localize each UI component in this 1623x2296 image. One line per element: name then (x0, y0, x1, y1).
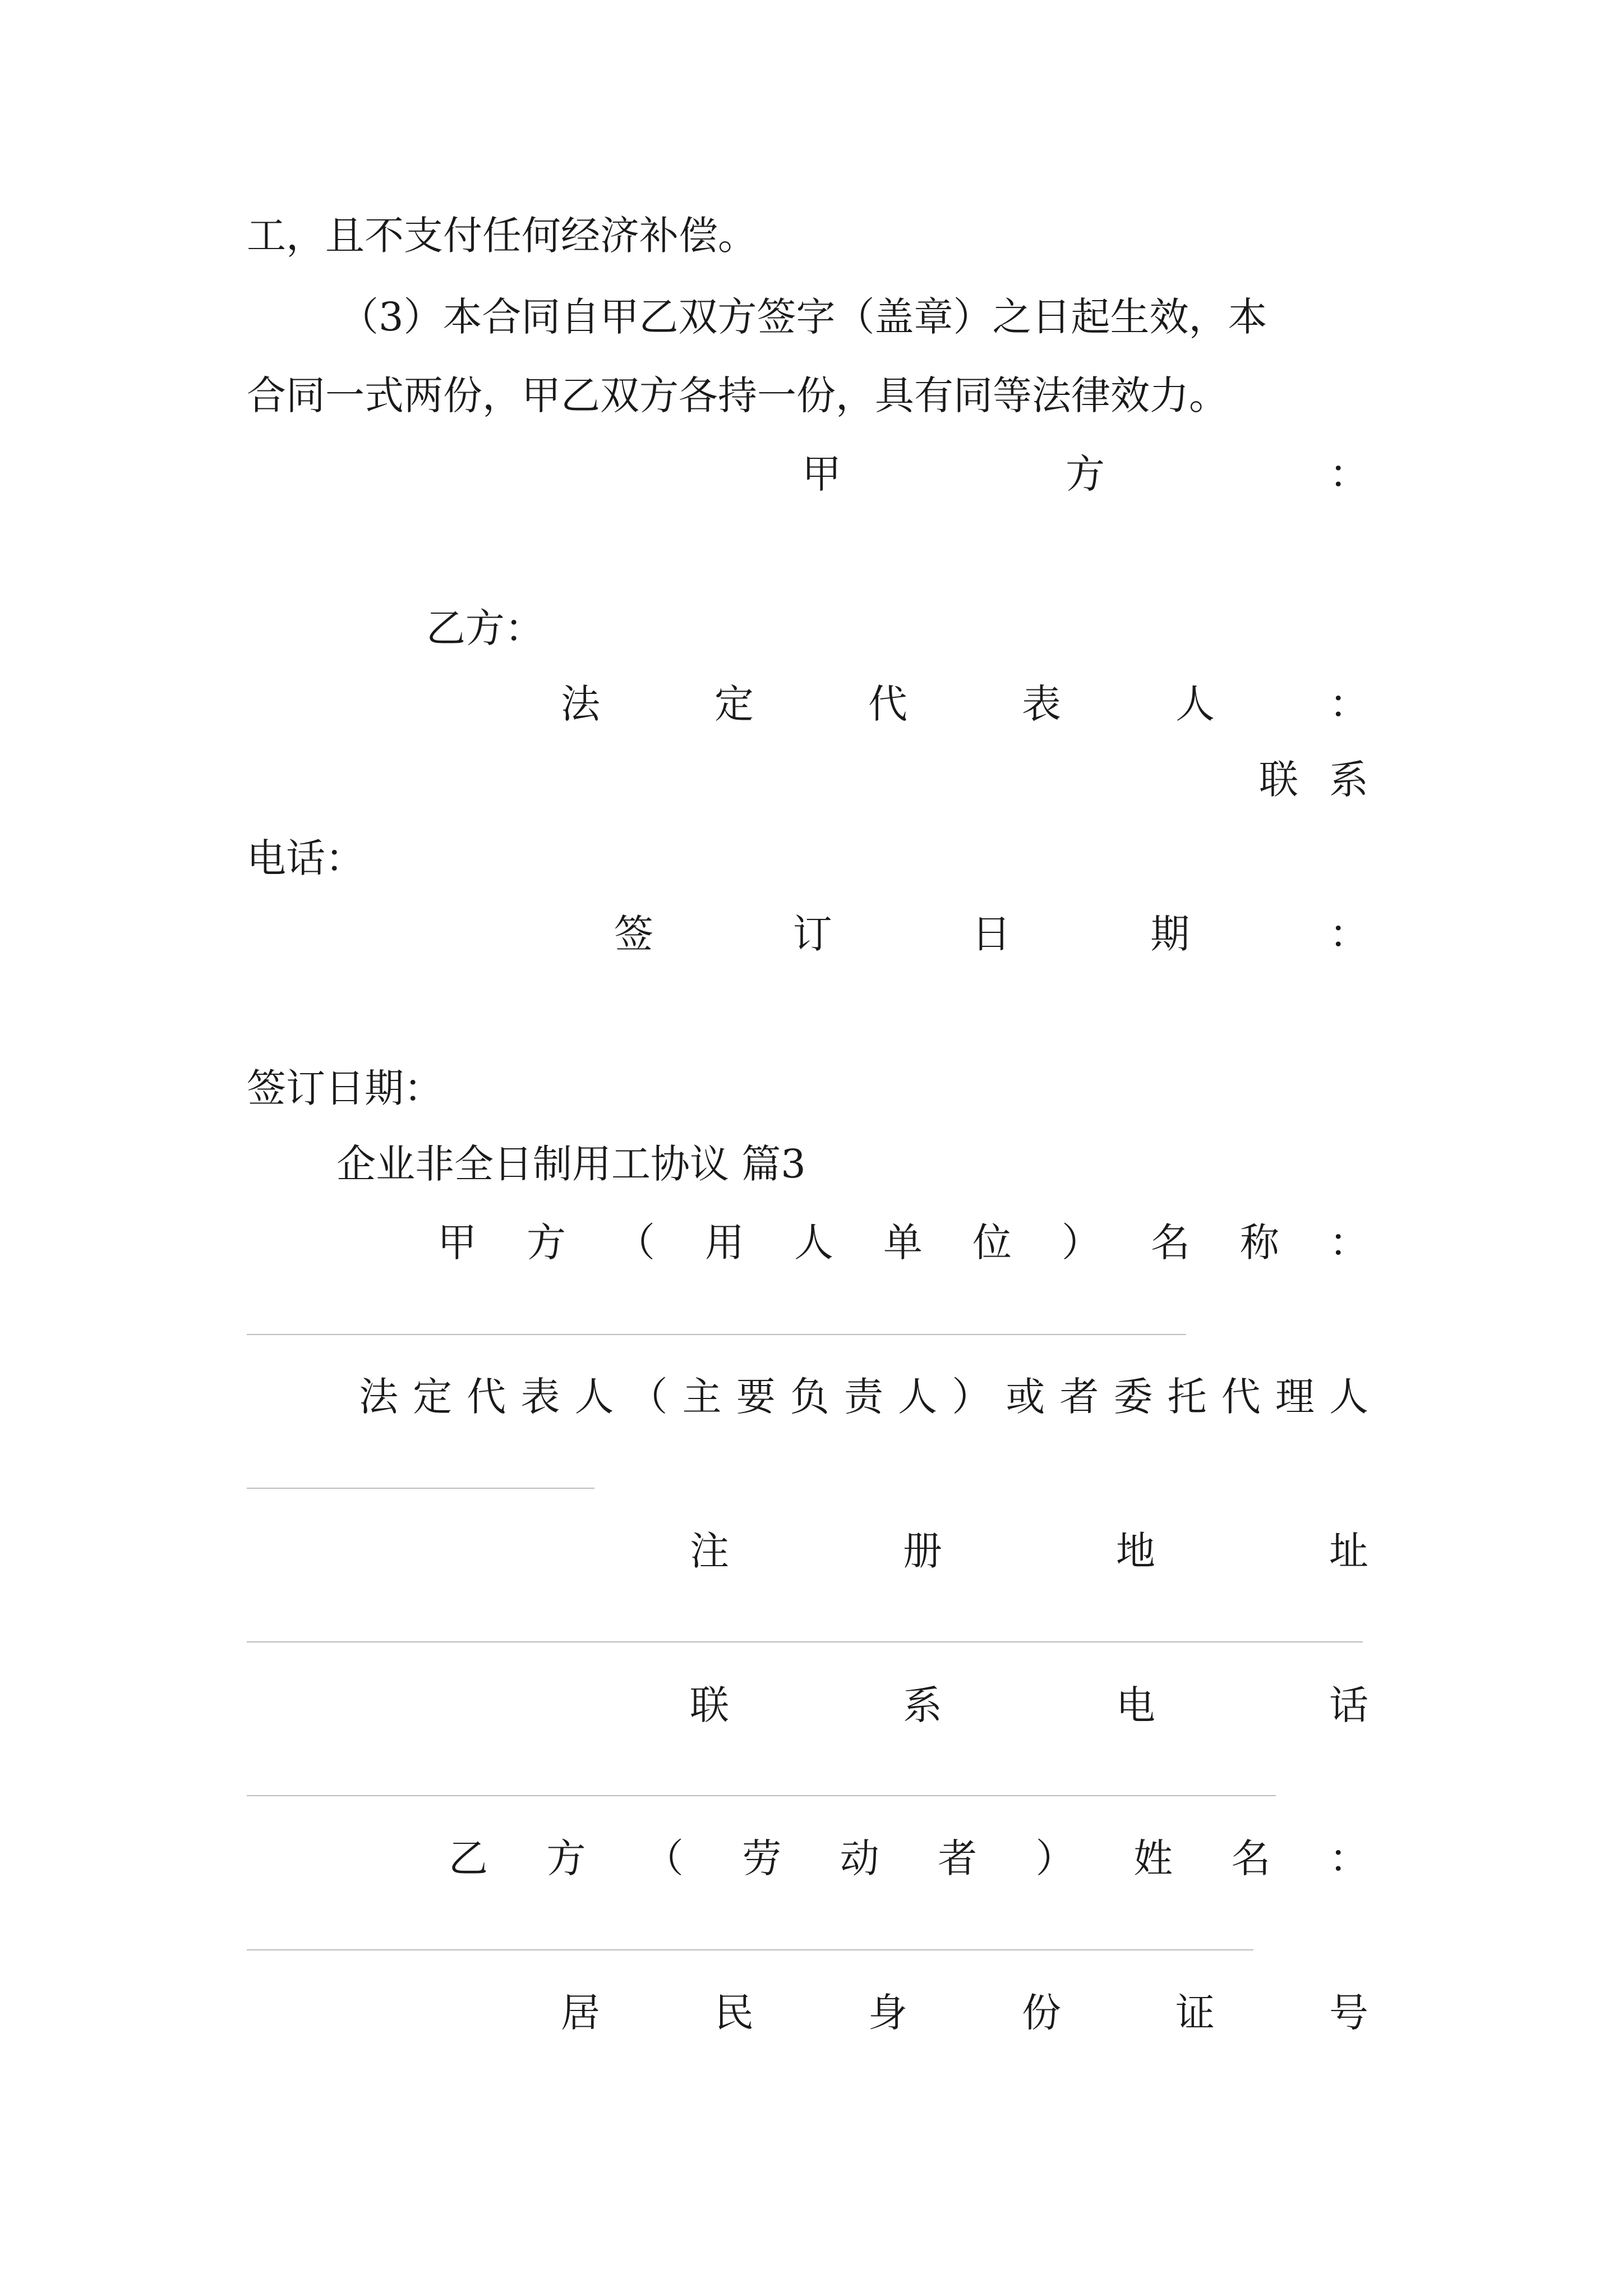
blank-line-registered-address (247, 1641, 1363, 1642)
spread-char: 注 (690, 1528, 729, 1574)
spread-char: 理 (1275, 1374, 1315, 1420)
spread-char: 甲 (802, 451, 841, 497)
signature-date: 签订日期： (247, 1065, 443, 1111)
spread-char: 动 (840, 1835, 879, 1881)
spread-char: 人 (794, 1220, 833, 1266)
spread-char: 主 (682, 1374, 722, 1420)
spread-char: 委 (1113, 1374, 1153, 1420)
spread-char: 方 (546, 1835, 586, 1881)
spread-char: 联 (690, 1682, 729, 1728)
spread-char: 证 (1175, 1990, 1215, 2036)
field-id-number (561, 1987, 1368, 2038)
spread-char: 址 (1329, 1528, 1368, 1574)
spread-char: 要 (736, 1374, 776, 1420)
signature-date-spread (614, 909, 1368, 959)
paragraph-end-line: 工，且不支付任何经济补偿。 (247, 213, 757, 259)
signature-party-a (802, 449, 1368, 499)
spread-char: （ (644, 1835, 684, 1881)
spread-char: 定 (413, 1374, 453, 1420)
spread-char: 联 (1259, 757, 1298, 803)
spread-char: 定 (714, 681, 754, 727)
spread-char: 号 (1329, 1990, 1368, 2036)
spread-char: 责 (843, 1374, 883, 1420)
spread-char: 位 (972, 1220, 1012, 1266)
spread-char: ） (952, 1374, 992, 1420)
spread-char: 地 (1116, 1528, 1155, 1574)
spread-char: 人 (574, 1374, 614, 1420)
spread-char: 话 (1329, 1682, 1368, 1728)
spread-char: 甲 (437, 1220, 477, 1266)
spread-char: ： (1329, 681, 1368, 727)
spread-char: 人 (1175, 681, 1215, 727)
spread-char: 名 (1151, 1220, 1190, 1266)
spread-char: ： (1329, 911, 1368, 957)
spread-char: ： (1329, 451, 1368, 497)
spread-char: 居 (561, 1990, 600, 2036)
spread-char: ： (1329, 1835, 1368, 1881)
spread-char: 负 (790, 1374, 829, 1420)
spread-char: 用 (705, 1220, 744, 1266)
field-contact-phone (690, 1680, 1368, 1731)
section-title: 企业非全日制用工协议 篇3 (336, 1141, 806, 1187)
spread-char: 代 (868, 681, 907, 727)
spread-char: 方 (1066, 451, 1105, 497)
spread-char: ： (1329, 1220, 1368, 1266)
spread-char: 姓 (1133, 1835, 1173, 1881)
field-legal-representative (359, 1372, 1368, 1422)
spread-char: （ (628, 1374, 668, 1420)
blank-line-contact-phone (247, 1795, 1276, 1796)
spread-char: 法 (561, 681, 600, 727)
spread-char: 系 (1329, 757, 1368, 803)
clause-3-line-1: （3）本合同自甲乙双方签字（盖章）之日起生效，本 (339, 294, 1267, 340)
blank-line-employer-name (247, 1334, 1186, 1335)
spread-char: 名 (1231, 1835, 1271, 1881)
spread-char: ） (1035, 1835, 1075, 1881)
spread-char: 代 (1221, 1374, 1261, 1420)
clause-3-line-2: 合同一式两份，甲乙双方各持一份，具有同等法律效力。 (247, 372, 1228, 418)
spread-char: 劳 (742, 1835, 782, 1881)
spread-char: 册 (903, 1528, 942, 1574)
spread-char: 称 (1240, 1220, 1279, 1266)
spread-char: 托 (1167, 1374, 1207, 1420)
field-employer-name (437, 1217, 1368, 1268)
blank-line-employee-name (247, 1949, 1253, 1950)
spread-char: 电 (1116, 1682, 1155, 1728)
spread-char: 者 (938, 1835, 978, 1881)
spread-char: 签 (614, 911, 653, 957)
spread-char: 日 (971, 911, 1011, 957)
spread-char: 表 (1022, 681, 1061, 727)
spread-char: 份 (1022, 1990, 1061, 2036)
spread-char: 人 (1329, 1374, 1368, 1420)
spread-char: 乙 (449, 1835, 488, 1881)
signature-legal-representative (561, 679, 1368, 729)
spread-char: 民 (714, 1990, 754, 2036)
spread-char: 订 (792, 911, 832, 957)
blank-line-legal-representative (247, 1488, 594, 1489)
spread-char: 法 (359, 1374, 398, 1420)
spread-char: 代 (467, 1374, 506, 1420)
field-registered-address (690, 1526, 1368, 1576)
spread-char: 单 (883, 1220, 923, 1266)
spread-char: 方 (527, 1220, 566, 1266)
spread-char: 表 (520, 1374, 560, 1420)
signature-contact-label (1259, 754, 1368, 805)
spread-char: 期 (1150, 911, 1190, 957)
spread-char: （ (616, 1220, 655, 1266)
signature-phone: 电话： (247, 835, 365, 881)
signature-party-b: 乙方： (426, 605, 544, 651)
spread-char: 者 (1059, 1374, 1099, 1420)
spread-char: 身 (868, 1990, 907, 2036)
spread-char: 系 (903, 1682, 942, 1728)
field-employee-name (449, 1833, 1368, 1884)
spread-char: 人 (898, 1374, 938, 1420)
spread-char: ） (1062, 1220, 1101, 1266)
spread-char: 或 (1006, 1374, 1045, 1420)
